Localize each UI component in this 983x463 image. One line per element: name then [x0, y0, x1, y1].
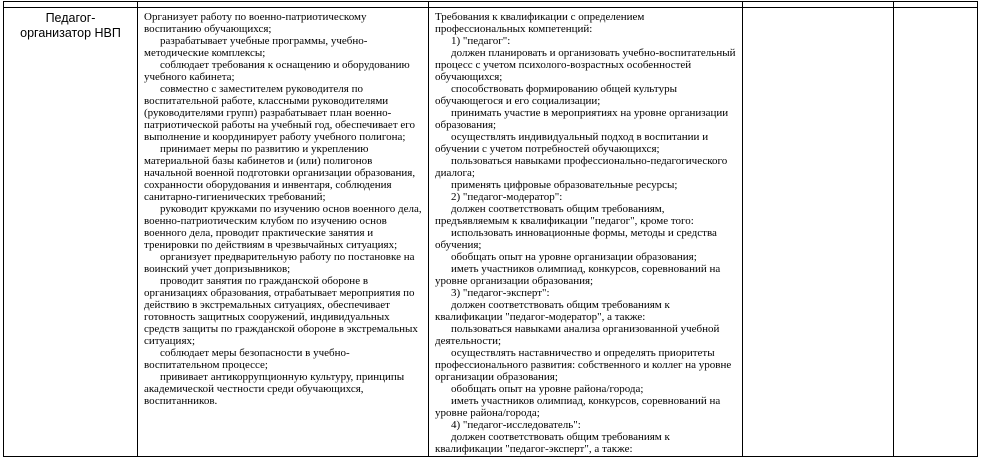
paragraph: должен планировать и организовать учебно-воспитательный процесс с учетом психолого-возрастных особенностей обучающихся;: [435, 47, 736, 83]
paragraph: организует предварительную работу по постановке на воинский учет допризывников;: [144, 251, 415, 275]
paragraph: пользоваться навыками профессионально-педагогического диалога;: [435, 155, 728, 179]
paragraph: Организует работу по военно-патриотическому воспитанию обучающихся;: [144, 11, 367, 35]
sliver-cell-empty-1: [743, 2, 894, 7]
paragraph: 4) "педагог-исследователь":: [451, 419, 581, 431]
paragraph: прививает антикоррупционную культуру, принципы академической честности среди обучающихся, воспитанников.: [144, 371, 405, 407]
paragraph: должен соответствовать общим требованиям к квалификации "педагог-эксперт", а также:: [435, 431, 670, 455]
paragraph: совместно с заместителем руководителя по воспитательной работе, классными руководителями (руководителями групп) разрабатывает план военно-патриотической работы на учебный год, обеспечивает его выполнение и координирует работу учебного полигона;: [144, 83, 415, 143]
paragraph: 1) "педагог":: [451, 35, 511, 47]
table-row-main: [4, 8, 977, 456]
paragraph: Требования к квалификации с определением профессиональных компетенций:: [435, 11, 645, 35]
paragraph: принимать участие в мероприятиях на уровне организации образования;: [435, 107, 729, 131]
paragraph: пользоваться навыками анализа организованной учебной деятельности;: [435, 323, 720, 347]
paragraph: соблюдает требования к оснащению и оборудованию учебного кабинета;: [144, 59, 410, 83]
empty-cell-1: [743, 8, 894, 456]
duties-cell: [138, 8, 429, 456]
sliver-cell-duties: [138, 2, 429, 7]
sliver-cell-position: [4, 2, 138, 7]
paragraph: руководит кружками по изучению основ военного дела, военно-патриотическим клубом по изучению основ военного дела, проводит практические занятия и тренировки по действиям в чрезвычайных ситуациях;: [144, 203, 422, 251]
paragraph: должен соответствовать общим требованиям, предъявляемым к квалификации "педагог", кроме того:: [435, 203, 694, 227]
paragraph: 3) "педагог-эксперт":: [451, 287, 550, 299]
qualifications-cell: [429, 8, 743, 456]
sliver-cell-qualifications: [429, 2, 743, 7]
paragraph: обобщать опыт на уровне района/города;: [451, 383, 644, 395]
paragraph: разрабатывает учебные программы, учебно-методические комплексы;: [144, 35, 368, 59]
paragraph: должен соответствовать общим требованиям к квалификации "педагог-модератор", а также:: [435, 299, 670, 323]
sliver-cell-empty-2: [894, 2, 977, 7]
job-description-table: [3, 1, 978, 457]
paragraph: способствовать формированию общей культуры обучающегося и его социализации;: [435, 83, 677, 107]
paragraph: принимает меры по развитию и укреплению материальной базы кабинетов и (или) полигонов начальной военной подготовки организации образования, сохранности оборудования и инвентаря, соблюдения санитарно-гигиенических требований;: [144, 143, 416, 203]
paragraph: иметь участников олимпиад, конкурсов, соревнований на уровне района/города;: [435, 395, 721, 419]
paragraph: соблюдает меры безопасности в учебно-воспитательном процессе;: [144, 347, 350, 371]
paragraph: проводит занятия по гражданской обороне в организациях образования, отрабатывает мероприятия по действию в экстремальных ситуациях, обеспечивает готовность защитных сооружений, индивидуальных средств защиты по гражданской обороне в экстремальных ситуациях;: [144, 275, 418, 347]
position-title-cell: Педагог-организатор НВП: [4, 8, 138, 456]
paragraph: иметь участников олимпиад, конкурсов, соревнований на уровне организации образования;: [435, 263, 721, 287]
paragraph: обобщать опыт на уровне организации образования;: [451, 251, 697, 263]
empty-cell-2: [894, 8, 977, 456]
paragraph: осуществлять индивидуальный подход в воспитании и обучении с учетом потребностей обучающихся;: [435, 131, 709, 155]
paragraph: применять цифровые образовательные ресурсы;: [451, 179, 678, 191]
paragraph: использовать инновационные формы, методы и средства обучения;: [435, 227, 717, 251]
paragraph: 2) "педагог-модератор":: [451, 191, 563, 203]
paragraph: осуществлять наставничество и определять приоритеты профессионального развития: собственного и коллег на уровне организации образования;: [435, 347, 732, 383]
